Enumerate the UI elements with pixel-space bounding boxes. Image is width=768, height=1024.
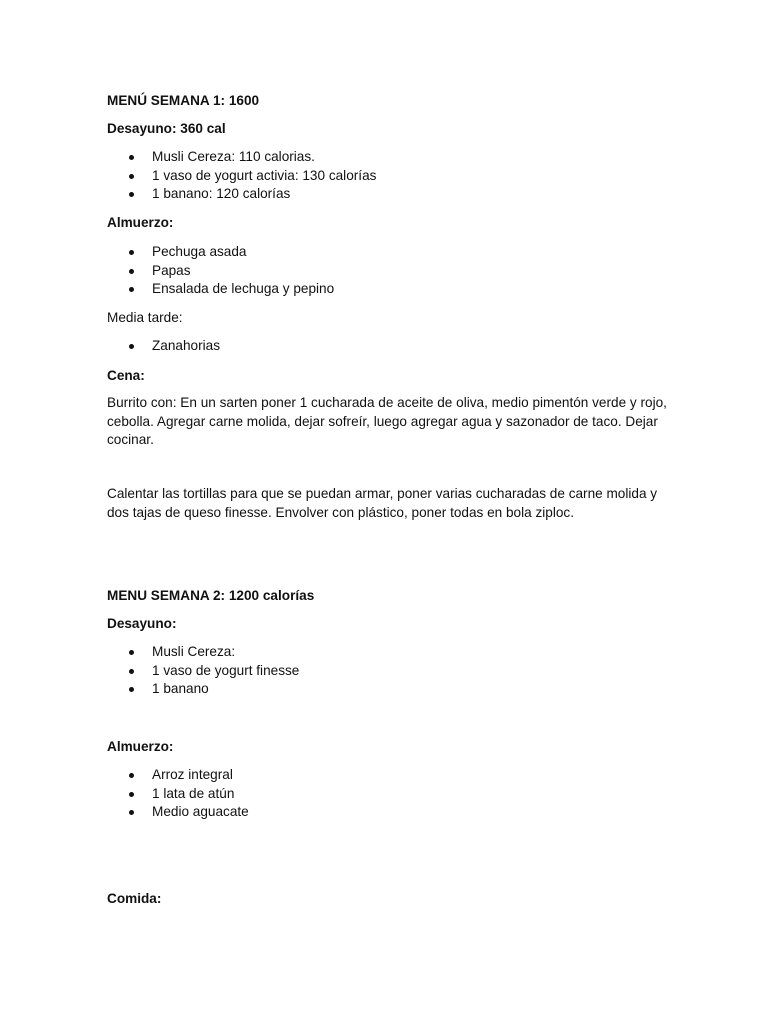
week1-lunch-heading: Almuerzo: xyxy=(107,215,174,230)
week1-snack-heading: Media tarde: xyxy=(107,310,183,325)
list-item: Pechuga asada xyxy=(107,243,667,262)
list-item: 1 vaso de yogurt finesse xyxy=(107,662,667,681)
list-item: Arroz integral xyxy=(107,766,667,785)
week2-lunch-list xyxy=(107,766,667,822)
week2-lunch-heading: Almuerzo: xyxy=(107,739,174,754)
week2-breakfast-list xyxy=(107,643,667,699)
week1-snack-list xyxy=(107,337,667,356)
week2-breakfast-heading: Desayuno: xyxy=(107,616,177,631)
week2-meal-heading: Comida: xyxy=(107,891,162,906)
week1-lunch-list xyxy=(107,243,667,299)
week1-dinner-paragraph-1: Burrito con: En un sarten poner 1 cucharada de aceite de oliva, medio pimentón verde y rojo, cebolla. Agregar carne molida, dejar sofreír, luego agregar agua y sazonador de taco. Dejar cocinar. xyxy=(107,395,667,447)
week1-breakfast-heading: Desayuno: 360 cal xyxy=(107,121,226,136)
list-item: Musli Cereza: 110 calorias. xyxy=(107,148,667,167)
week1-breakfast-list xyxy=(107,148,667,204)
list-item: 1 banano: 120 calorías xyxy=(107,185,667,204)
week2-title: MENU SEMANA 2: 1200 calorías xyxy=(107,588,315,603)
week1-dinner-paragraph-2: Calentar las tortillas para que se puedan armar, poner varias cucharadas de carne molida y dos tajas de queso finesse. Envolver con plástico, poner todas en bola ziploc. xyxy=(107,486,658,520)
list-item: Ensalada de lechuga y pepino xyxy=(107,280,667,299)
list-item: 1 lata de atún xyxy=(107,785,667,804)
list-item: Papas xyxy=(107,262,667,281)
week1-dinner-heading: Cena: xyxy=(107,368,145,383)
list-item: Medio aguacate xyxy=(107,803,667,822)
list-item: Zanahorias xyxy=(107,337,667,356)
list-item: 1 banano xyxy=(107,680,667,699)
week1-title: MENÚ SEMANA 1: 1600 xyxy=(107,93,260,108)
list-item: Musli Cereza: xyxy=(107,643,667,662)
list-item: 1 vaso de yogurt activia: 130 calorías xyxy=(107,167,667,186)
